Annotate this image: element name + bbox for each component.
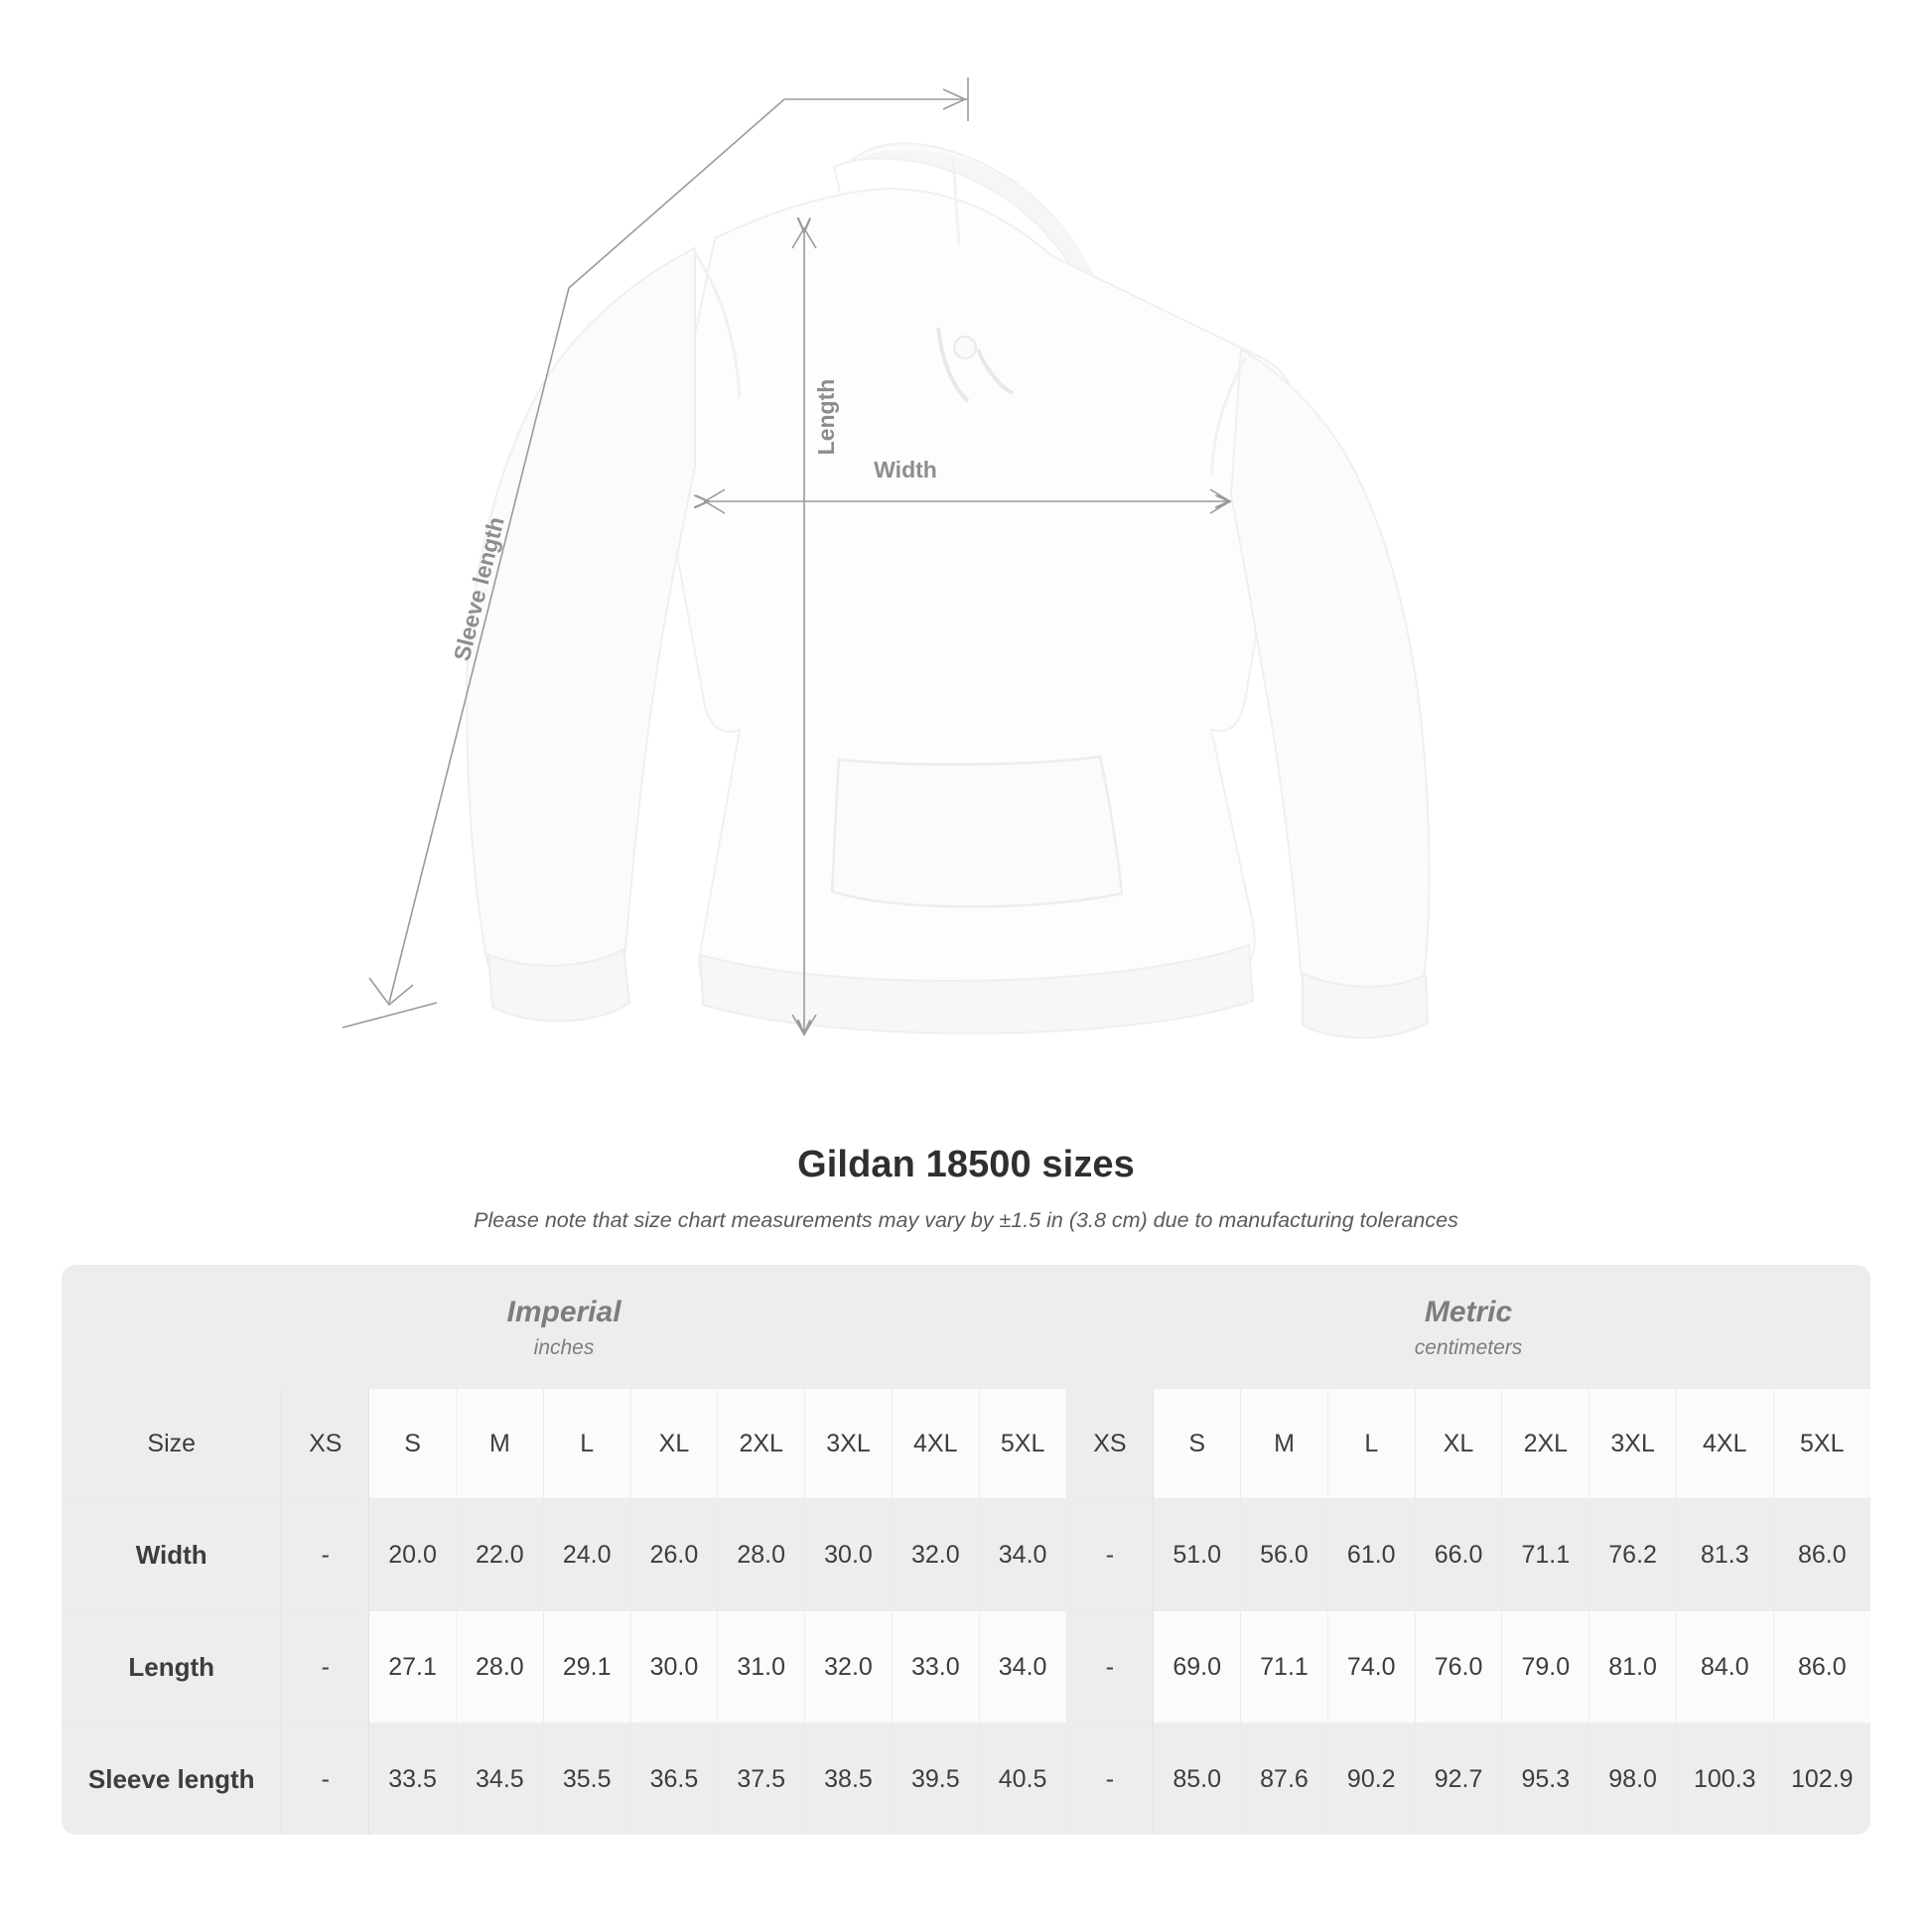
header-imperial-s: S (369, 1389, 457, 1499)
cell-sleeve-imp-4xl: 39.5 (892, 1724, 979, 1836)
header-imperial-4xl: 4XL (892, 1389, 979, 1499)
cell-width-met-xs: - (1066, 1499, 1154, 1611)
cell-width-imp-m: 22.0 (456, 1499, 543, 1611)
title-block (0, 1144, 1932, 1233)
tolerance-note: Please note that size chart measurements may vary by ±1.5 in (3.8 cm) due to manufacturing tolerances (474, 1208, 1458, 1232)
unit-sub-metric: centimeters (1414, 1335, 1523, 1359)
cell-length-met-2xl: 79.0 (1502, 1611, 1589, 1724)
cell-length-imp-s: 27.1 (369, 1611, 457, 1724)
unit-sub-imperial: inches (533, 1335, 595, 1359)
cell-length-met-l: 74.0 (1327, 1611, 1415, 1724)
cell-length-imp-m: 28.0 (456, 1611, 543, 1724)
cell-width-imp-l: 24.0 (543, 1499, 630, 1611)
cell-length-imp-xs: - (282, 1611, 369, 1724)
cell-length-met-4xl: 84.0 (1677, 1611, 1774, 1724)
cell-width-imp-s: 20.0 (369, 1499, 457, 1611)
cell-width-met-xl: 66.0 (1415, 1499, 1502, 1611)
row-label-width: Width (62, 1499, 282, 1611)
cell-width-met-4xl: 81.3 (1677, 1499, 1774, 1611)
cell-sleeve-met-2xl: 95.3 (1502, 1724, 1589, 1836)
cell-sleeve-met-5xl: 102.9 (1773, 1724, 1870, 1836)
unit-group-metric (1066, 1265, 1870, 1389)
cell-sleeve-imp-l: 35.5 (543, 1724, 630, 1836)
cell-sleeve-imp-xs: - (282, 1724, 369, 1836)
cell-sleeve-met-4xl: 100.3 (1677, 1724, 1774, 1836)
cell-sleeve-imp-2xl: 37.5 (718, 1724, 805, 1836)
cell-width-met-m: 56.0 (1241, 1499, 1328, 1611)
cell-sleeve-imp-5xl: 40.5 (979, 1724, 1066, 1836)
table-header-row (62, 1389, 1870, 1499)
cell-sleeve-met-xs: - (1066, 1724, 1154, 1836)
cell-length-imp-2xl: 31.0 (718, 1611, 805, 1724)
header-imperial-m: M (456, 1389, 543, 1499)
row-label-length: Length (62, 1611, 282, 1724)
header-imperial-xl: XL (630, 1389, 718, 1499)
cell-length-met-s: 69.0 (1154, 1611, 1241, 1724)
cell-sleeve-met-m: 87.6 (1241, 1724, 1328, 1836)
header-metric-xl: XL (1415, 1389, 1502, 1499)
header-metric-3xl: 3XL (1589, 1389, 1677, 1499)
label-sleeve-length: Sleeve length (448, 513, 509, 664)
header-metric-xs: XS (1066, 1389, 1154, 1499)
page-title: Gildan 18500 sizes (797, 1144, 1135, 1185)
cell-width-imp-xl: 26.0 (630, 1499, 718, 1611)
cell-width-met-l: 61.0 (1327, 1499, 1415, 1611)
header-imperial-2xl: 2XL (718, 1389, 805, 1499)
unit-banner-row (62, 1265, 1870, 1389)
cell-length-met-xs: - (1066, 1611, 1154, 1724)
header-metric-4xl: 4XL (1677, 1389, 1774, 1499)
cell-length-imp-5xl: 34.0 (979, 1611, 1066, 1724)
cell-length-imp-xl: 30.0 (630, 1611, 718, 1724)
cell-sleeve-met-xl: 92.7 (1415, 1724, 1502, 1836)
table-row (62, 1611, 1870, 1724)
cell-sleeve-met-s: 85.0 (1154, 1724, 1241, 1836)
row-label-sleeve-length: Sleeve length (62, 1724, 282, 1836)
cell-length-imp-l: 29.1 (543, 1611, 630, 1724)
cell-width-imp-2xl: 28.0 (718, 1499, 805, 1611)
hoodie-graphic (467, 144, 1430, 1038)
cell-width-met-2xl: 71.1 (1502, 1499, 1589, 1611)
cell-sleeve-imp-m: 34.5 (456, 1724, 543, 1836)
header-metric-m: M (1241, 1389, 1328, 1499)
cell-width-met-s: 51.0 (1154, 1499, 1241, 1611)
header-metric-l: L (1327, 1389, 1415, 1499)
header-size: Size (62, 1389, 282, 1499)
unit-group-imperial (62, 1265, 1066, 1389)
cell-sleeve-imp-xl: 36.5 (630, 1724, 718, 1836)
cell-length-met-m: 71.1 (1241, 1611, 1328, 1724)
table-row (62, 1499, 1870, 1611)
size-table-wrapper (62, 1265, 1870, 1835)
cell-sleeve-met-3xl: 98.0 (1589, 1724, 1677, 1836)
cell-length-imp-3xl: 32.0 (805, 1611, 893, 1724)
label-length: Length (813, 378, 839, 456)
size-table (62, 1265, 1870, 1835)
cell-width-imp-3xl: 30.0 (805, 1499, 893, 1611)
cell-sleeve-met-l: 90.2 (1327, 1724, 1415, 1836)
cell-width-met-5xl: 86.0 (1773, 1499, 1870, 1611)
header-imperial-5xl: 5XL (979, 1389, 1066, 1499)
cell-width-met-3xl: 76.2 (1589, 1499, 1677, 1611)
cell-length-met-5xl: 86.0 (1773, 1611, 1870, 1724)
unit-name-metric: Metric (1424, 1295, 1513, 1328)
unit-name-imperial: Imperial (506, 1295, 621, 1328)
label-width: Width (874, 457, 937, 483)
cell-width-imp-4xl: 32.0 (892, 1499, 979, 1611)
header-metric-2xl: 2XL (1502, 1389, 1589, 1499)
header-imperial-3xl: 3XL (805, 1389, 893, 1499)
header-metric-s: S (1154, 1389, 1241, 1499)
cell-width-imp-xs: - (282, 1499, 369, 1611)
table-row (62, 1724, 1870, 1836)
cell-sleeve-imp-s: 33.5 (369, 1724, 457, 1836)
header-metric-5xl: 5XL (1773, 1389, 1870, 1499)
cell-width-imp-5xl: 34.0 (979, 1499, 1066, 1611)
header-imperial-l: L (543, 1389, 630, 1499)
cell-sleeve-imp-3xl: 38.5 (805, 1724, 893, 1836)
cell-length-met-3xl: 81.0 (1589, 1611, 1677, 1724)
cell-length-met-xl: 76.0 (1415, 1611, 1502, 1724)
header-imperial-xs: XS (282, 1389, 369, 1499)
cell-length-imp-4xl: 33.0 (892, 1611, 979, 1724)
